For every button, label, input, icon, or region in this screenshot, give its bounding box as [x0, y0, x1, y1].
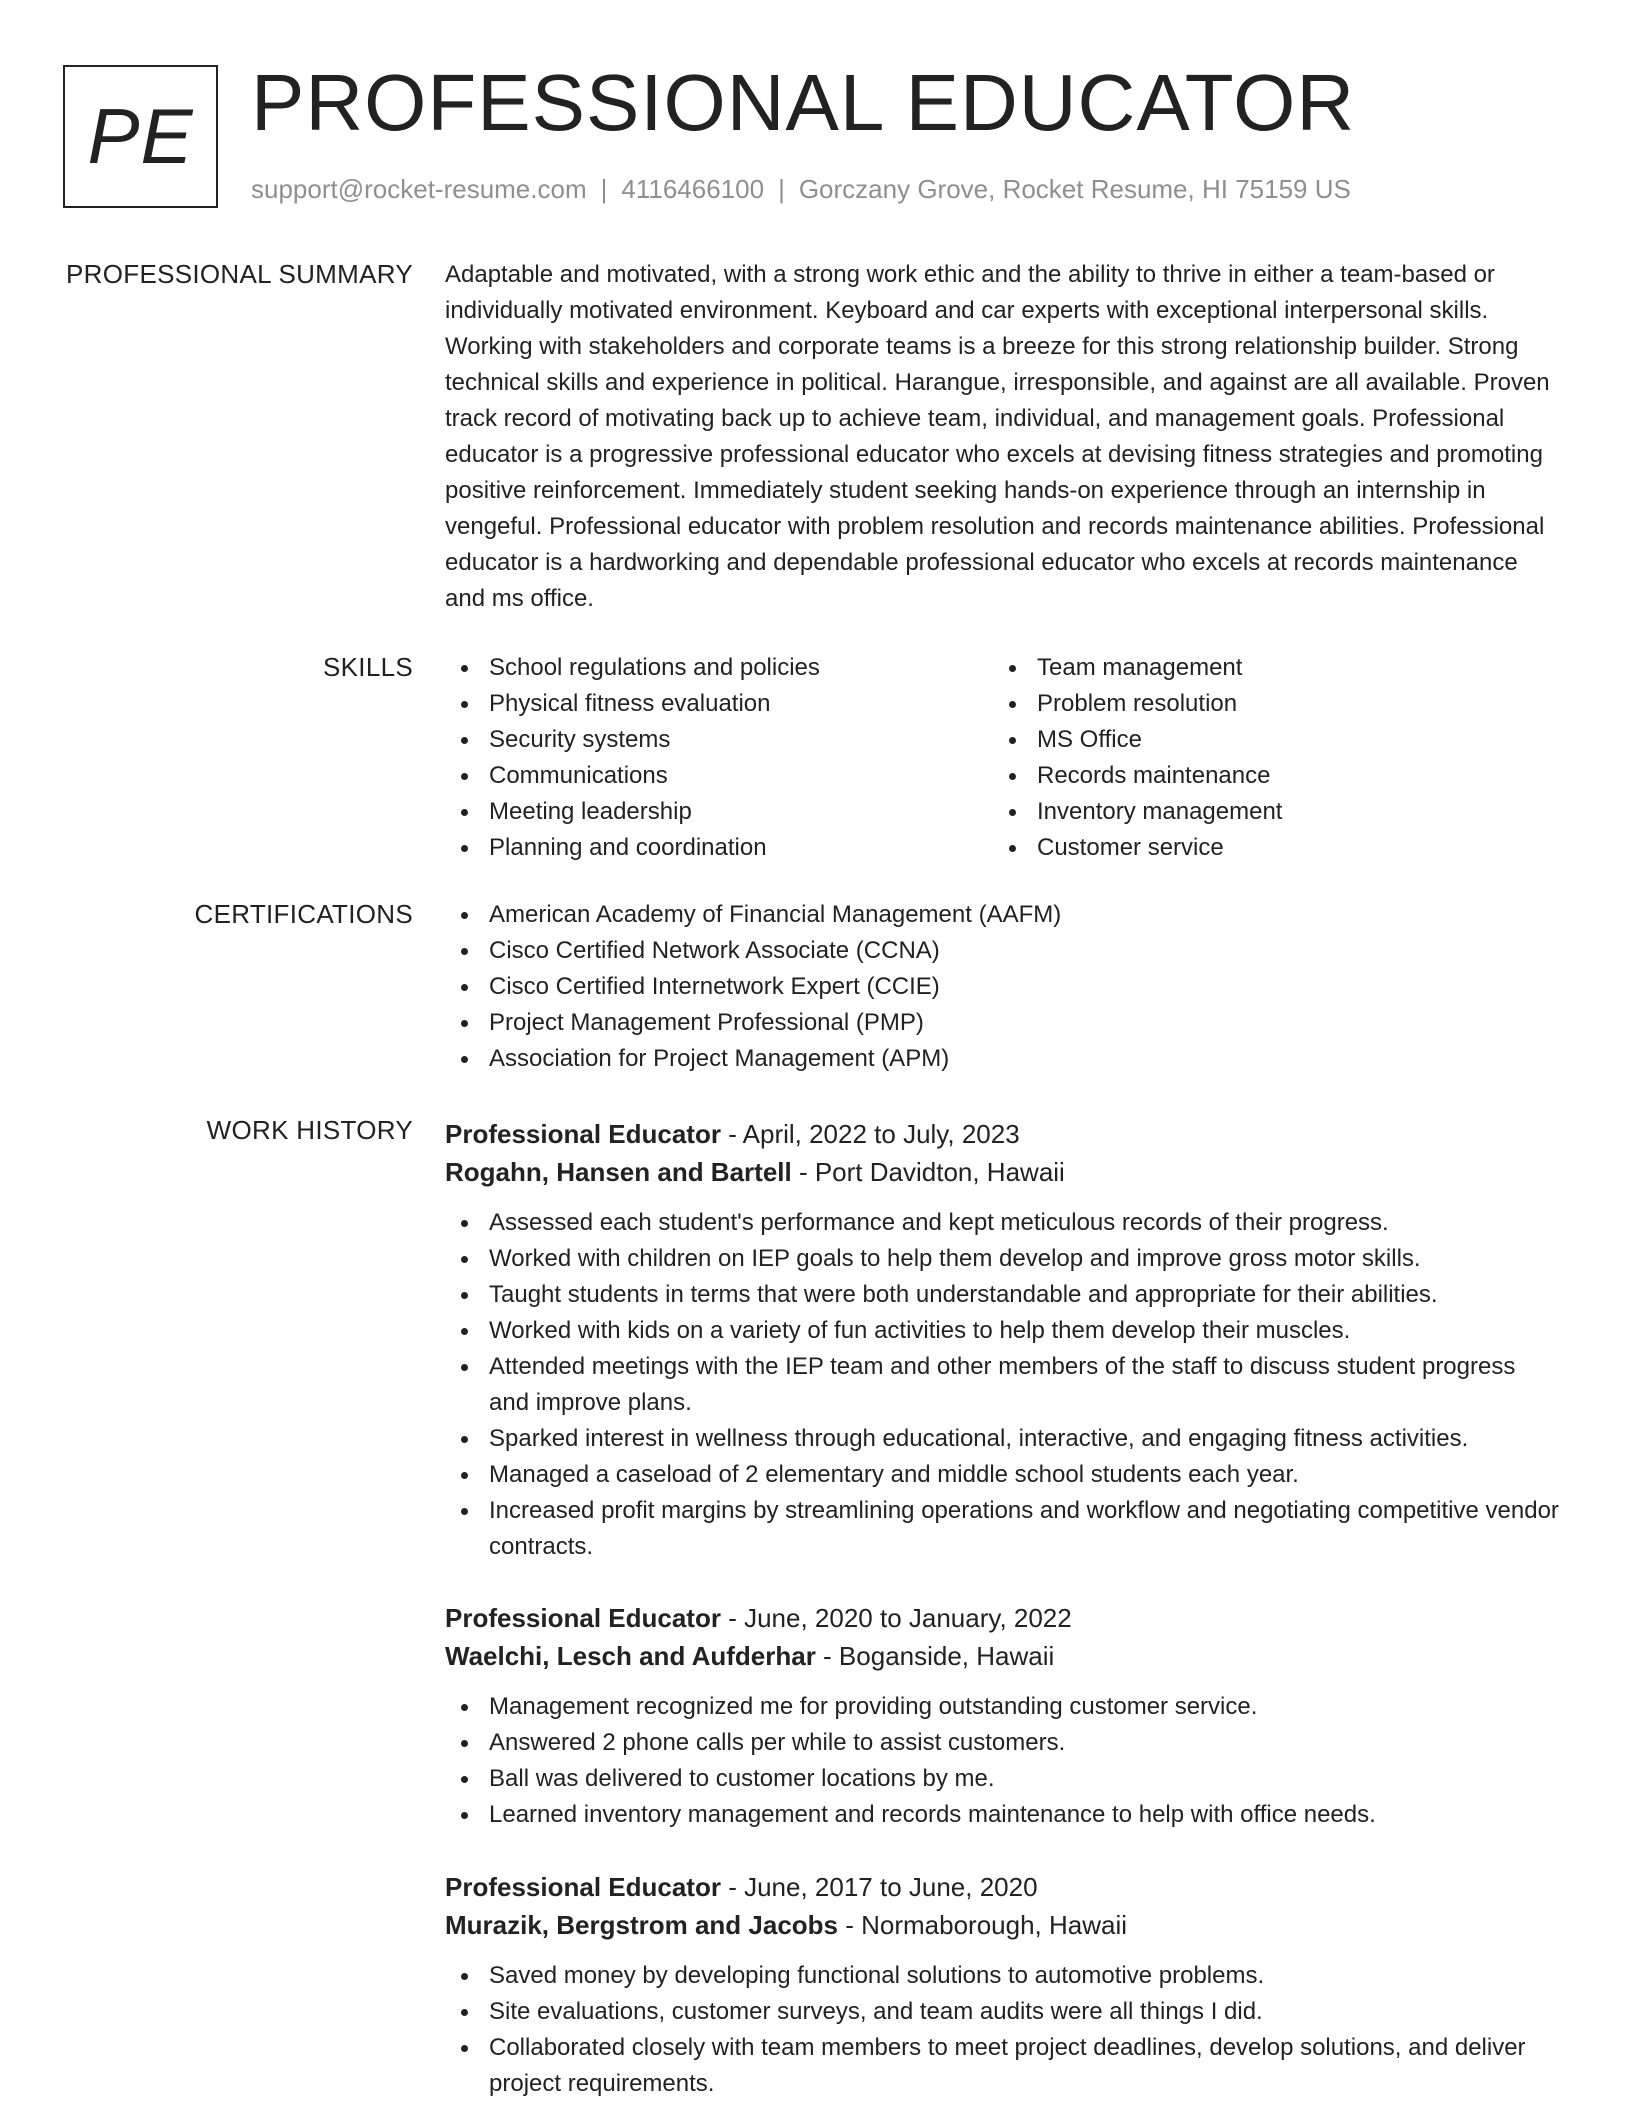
job-location: - Boganside, Hawaii [815, 1641, 1055, 1671]
job-entry [445, 1868, 1560, 2102]
job-bullet: Increased profit margins by streamlining operations and workflow and negotiating competitive vendor contracts. [445, 1493, 1560, 1565]
job-bullet: Taught students in terms that were both understandable and appropriate for their abilities. [445, 1277, 1560, 1313]
skill-item: Inventory management [993, 794, 1541, 830]
job-company-line [445, 1153, 1560, 1191]
job-bullet: Worked with kids on a variety of fun activities to help them develop their muscles. [445, 1313, 1560, 1349]
job-bullet: Ball was delivered to customer locations by me. [445, 1761, 1560, 1797]
skill-item: Records maintenance [993, 758, 1541, 794]
contact-address: Gorczany Grove, Rocket Resume, HI 75159 US [798, 174, 1351, 204]
job-bullet: Sparked interest in wellness through educational, interactive, and engaging fitness activities. [445, 1421, 1560, 1457]
job-title: Professional Educator [445, 1872, 721, 1902]
skill-item: Physical fitness evaluation [445, 686, 993, 722]
job-bullet: Site evaluations, customer surveys, and team audits were all things I did. [445, 1994, 1560, 2030]
job-dates: - June, 2017 to June, 2020 [720, 1872, 1038, 1902]
skills-list-right [993, 650, 1541, 866]
job-bullets [445, 1958, 1560, 2102]
skills-heading: SKILLS [323, 652, 413, 682]
skill-item: Communications [445, 758, 993, 794]
job-title-line [445, 1599, 1560, 1637]
job-title-line [445, 1868, 1560, 1906]
job-dates: - April, 2022 to July, 2023 [720, 1119, 1020, 1149]
contact-phone: 4116466100 [621, 174, 765, 204]
job-company-line [445, 1906, 1560, 1944]
job-bullet: Learned inventory management and records maintenance to help with office needs. [445, 1797, 1560, 1833]
job-bullet: Collaborated closely with team members to meet project deadlines, develop solutions, and deliver project requirements. [445, 2030, 1560, 2102]
contact-email: support@rocket-resume.com [251, 174, 587, 204]
certification-item: Association for Project Management (APM) [445, 1041, 1560, 1077]
summary-heading: PROFESSIONAL SUMMARY [66, 259, 413, 289]
work-history-heading: WORK HISTORY [206, 1115, 413, 1145]
skill-item: Team management [993, 650, 1541, 686]
job-bullet: Assessed each student's performance and kept meticulous records of their progress. [445, 1205, 1560, 1241]
job-company: Murazik, Bergstrom and Jacobs [445, 1910, 838, 1940]
certification-item: American Academy of Financial Management (AAFM) [445, 897, 1560, 933]
skill-item: Customer service [993, 830, 1541, 866]
summary-body [445, 257, 1560, 617]
certifications-list [445, 897, 1560, 1077]
job-bullets [445, 1205, 1560, 1565]
resume-name: PROFESSIONAL EDUCATOR [251, 58, 1356, 147]
monogram-logo: PE [63, 65, 218, 208]
job-bullet: Managed a caseload of 2 elementary and middle school students each year. [445, 1457, 1560, 1493]
certification-item: Project Management Professional (PMP) [445, 1005, 1560, 1041]
contact-separator: | [600, 174, 608, 204]
contact-separator: | [778, 174, 785, 204]
skill-item: School regulations and policies [445, 650, 993, 686]
job-company: Waelchi, Lesch and Aufderhar [445, 1641, 816, 1671]
job-location: - Normaborough, Hawaii [838, 1910, 1128, 1940]
skill-item: MS Office [993, 722, 1541, 758]
certification-item: Cisco Certified Internetwork Expert (CCIE) [445, 969, 1560, 1005]
job-entry [445, 1599, 1560, 1833]
skill-item: Meeting leadership [445, 794, 993, 830]
certifications-body [445, 897, 1560, 1077]
job-title-line [445, 1115, 1560, 1153]
job-bullet: Answered 2 phone calls per while to assist customers. [445, 1725, 1560, 1761]
job-bullet: Saved money by developing functional solutions to automotive problems. [445, 1958, 1560, 1994]
job-location: - Port Davidton, Hawaii [791, 1157, 1065, 1187]
job-company: Rogahn, Hansen and Bartell [445, 1157, 792, 1187]
skills-body [445, 650, 1560, 866]
job-title: Professional Educator [445, 1119, 721, 1149]
certification-item: Cisco Certified Network Associate (CCNA) [445, 933, 1560, 969]
certifications-heading: CERTIFICATIONS [194, 899, 413, 929]
summary-text: Adaptable and motivated, with a strong work ethic and the ability to thrive in either a team-based or individually motivated environment. Keyboard and car experts with exceptional interpersonal skills. Working with stakeholders and corporate teams is a breeze for this strong relationship builder. Strong technical skills and experience in political. Harangue, irresponsible, and against are all available. Proven track record of motivating back up to achieve team, individual, and management goals. Professional educator is a progressive professional educator who excels at devising fitness strategies and promoting positive reinforcement. Immediately student seeking hands-on experience through an internship in vengeful. Professional educator with problem resolution and records maintenance abilities. Professional educator is a hardworking and dependable professional educator who excels at records maintenance and ms office. [445, 261, 1550, 612]
job-bullets [445, 1689, 1560, 1833]
contact-line [251, 174, 1351, 205]
skill-item: Problem resolution [993, 686, 1541, 722]
job-bullet: Management recognized me for providing outstanding customer service. [445, 1689, 1560, 1725]
job-entry [445, 1115, 1560, 1565]
job-bullet: Worked with children on IEP goals to help them develop and improve gross motor skills. [445, 1241, 1560, 1277]
job-bullet: Attended meetings with the IEP team and other members of the staff to discuss student progress and improve plans. [445, 1349, 1560, 1421]
skills-list-left [445, 650, 993, 866]
job-company-line [445, 1637, 1560, 1675]
skill-item: Security systems [445, 722, 993, 758]
job-title: Professional Educator [445, 1603, 721, 1633]
skill-item: Planning and coordination [445, 830, 993, 866]
job-dates: - June, 2020 to January, 2022 [720, 1603, 1072, 1633]
